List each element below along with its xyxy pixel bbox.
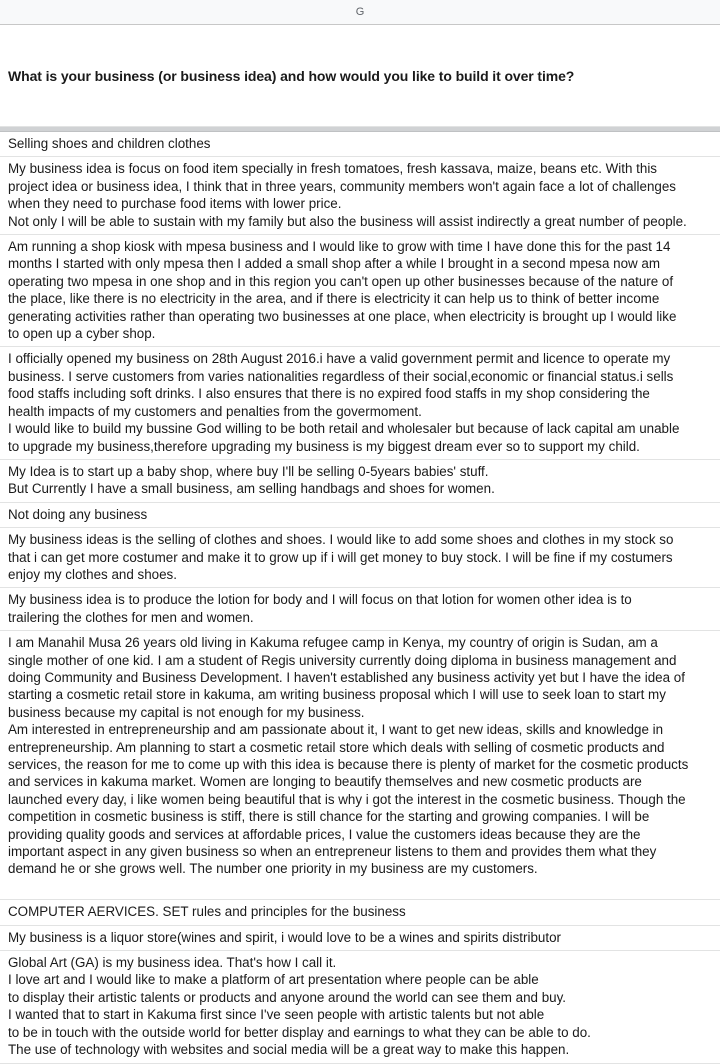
- response-line: to be in touch with the outside world for better display and earnings to what they can be able to do.: [8, 1024, 591, 1040]
- response-line: COMPUTER AERVICES. SET rules and principles for the business: [8, 904, 406, 920]
- response-line: Selling shoes and children clothes: [8, 136, 211, 151]
- response-cell[interactable]: [0, 900, 720, 925]
- response-line: Not only I will be able to sustain with my family but also the business will assist indirectly a great number of people.: [8, 213, 687, 229]
- column-header-g[interactable]: [0, 0, 720, 25]
- response-line: the place, like there is no electricity in the area, and if there is electricity it can help us to think of better income: [8, 291, 660, 307]
- response-line: launched every day, i like women being beautiful that is why i got the interest in the cosmetic business. Though the: [8, 791, 686, 807]
- response-line: that i can get more costumer and make it to grow up if i will get money to buy stock. I will be fine if my costumers: [8, 549, 673, 565]
- response-line: enjoy my clothes and shoes.: [8, 566, 177, 582]
- column-letter: G: [355, 6, 365, 18]
- response-line: single mother of one kid. I am a student of Regis university currently doing diploma in business management and: [8, 652, 677, 668]
- response-line: I love art and I would like to make a platform of art presentation where people can be able: [8, 972, 539, 988]
- response-line: demand he or she grows well. The number one priority in my business are my customers.: [8, 861, 538, 877]
- response-cell[interactable]: [0, 631, 720, 900]
- response-line: But Currently I have a small business, am selling handbags and shoes for women.: [8, 481, 495, 497]
- response-line: entrepreneurship. Am planning to start a cosmetic retail store which deals with selling of cosmetic products and: [8, 739, 665, 755]
- response-line: [8, 878, 712, 895]
- response-line: trailering the clothes for men and women.: [8, 609, 254, 625]
- response-cell[interactable]: [0, 528, 720, 588]
- response-line: to open up a cyber shop.: [8, 326, 156, 342]
- response-cell[interactable]: [0, 503, 720, 528]
- response-line: My business idea is focus on food item specially in fresh tomatoes, fresh kassava, maize, beans etc. With this: [8, 161, 657, 177]
- question-header-cell[interactable]: [0, 25, 720, 127]
- response-line: food staffs including soft drinks. I also ensures that there is no expired food staffs in my shop considering the: [8, 386, 650, 402]
- response-cell[interactable]: [0, 588, 720, 631]
- response-line: health impacts of my customers and penalties from the govermoment.: [8, 403, 422, 419]
- response-line: and services in kakuma market. Women are longing to beautify themselves and new cosmetic products are: [8, 774, 642, 790]
- response-cell[interactable]: [0, 460, 720, 503]
- response-cell[interactable]: [0, 132, 720, 157]
- response-line: to display their artistic talents or products and anyone around the world can see them and buy.: [8, 989, 567, 1005]
- response-line: I officially opened my business on 28th August 2016.i have a valid government permit and licence to operate my: [8, 351, 671, 367]
- response-line: important aspect in any given business so when an entrepreneur listens to them and provides them what they: [8, 844, 657, 860]
- response-line: Am running a shop kiosk with mpesa business and I would like to grow with time I have done this for the past 14: [8, 239, 671, 255]
- response-line: operating two mpesa in one shop and in this region you can't open up other businesses because of the nature of: [8, 273, 674, 289]
- response-line: I am Manahil Musa 26 years old living in Kakuma refugee camp in Kenya, my country of origin is Sudan, am a: [8, 635, 658, 651]
- response-line: My Idea is to start up a baby shop, where buy I'll be selling 0-5years babies' stuff.: [8, 463, 489, 479]
- response-cell[interactable]: [0, 157, 720, 235]
- response-line: My business ideas is the selling of clothes and shoes. I would like to add some shoes and clothes in my stock so: [8, 532, 674, 548]
- response-cell[interactable]: [0, 951, 720, 1063]
- response-line: project idea or business idea, I think that in three years, community members won't again face a lot of challenges: [8, 178, 676, 194]
- response-line: doing Community and Business Development. I haven't established any business activity yet but I have the idea of: [8, 669, 685, 685]
- response-line: starting a cosmetic retail store in kakuma, am writing business proposal which I will use to seek loan to start my: [8, 687, 666, 703]
- response-line: business because my capital is not enough for my business.: [8, 704, 365, 720]
- response-line: I wanted that to start in Kakuma first since I've seen people with artistic talents but not able: [8, 1007, 545, 1023]
- response-line: months I started with only mpesa then I added a small shop after a while I brought in a second mpesa now am: [8, 256, 661, 272]
- response-line: Am interested in entrepreneurship and am passionate about it, I want to get new ideas, skills and knowledge in: [8, 722, 664, 738]
- response-line: I would like to build my bussine God willing to be both retail and wholesaler but because of lack capital am unable: [8, 421, 680, 437]
- response-line: generating activities rather than operating two businesses at one place, when electricity is brought up I would like: [8, 308, 677, 324]
- response-line: services, the reason for me to come up with this idea is because there is plenty of market for the cosmetic products: [8, 757, 689, 772]
- response-cell[interactable]: [0, 926, 720, 951]
- response-list: [0, 132, 720, 1064]
- response-line: when they need to purchase food items with lower price.: [8, 196, 342, 212]
- response-line: competition in cosmetic business is stiff, there is still chance for the starting and growing companies. I will be: [8, 809, 650, 825]
- question-header-text: What is your business (or business idea) and how would you like to build it over time?: [8, 67, 575, 84]
- response-line: Global Art (GA) is my business idea. That's how I call it.: [8, 955, 337, 971]
- response-line: providing quality goods and services at affordable prices, I value the customers ideas because they are the: [8, 826, 641, 842]
- response-line: My business idea is to produce the lotion for body and I will focus on that lotion for women other idea is to: [8, 592, 632, 608]
- response-cell[interactable]: [0, 235, 720, 347]
- response-line: My business is a liquor store(wines and spirit, i would love to be a wines and spirits distributor: [8, 929, 561, 945]
- response-line: to upgrade my business,therefore upgrading my business is my biggest dream ever so to support my child.: [8, 438, 640, 454]
- response-cell[interactable]: [0, 347, 720, 459]
- response-line: The use of technology with websites and social media will be a great way to make this happen.: [8, 1042, 570, 1058]
- response-line: business. I serve customers from varies nationalities regardless of their social,economic or financial status.i sells: [8, 368, 674, 384]
- response-line: Not doing any business: [8, 506, 148, 522]
